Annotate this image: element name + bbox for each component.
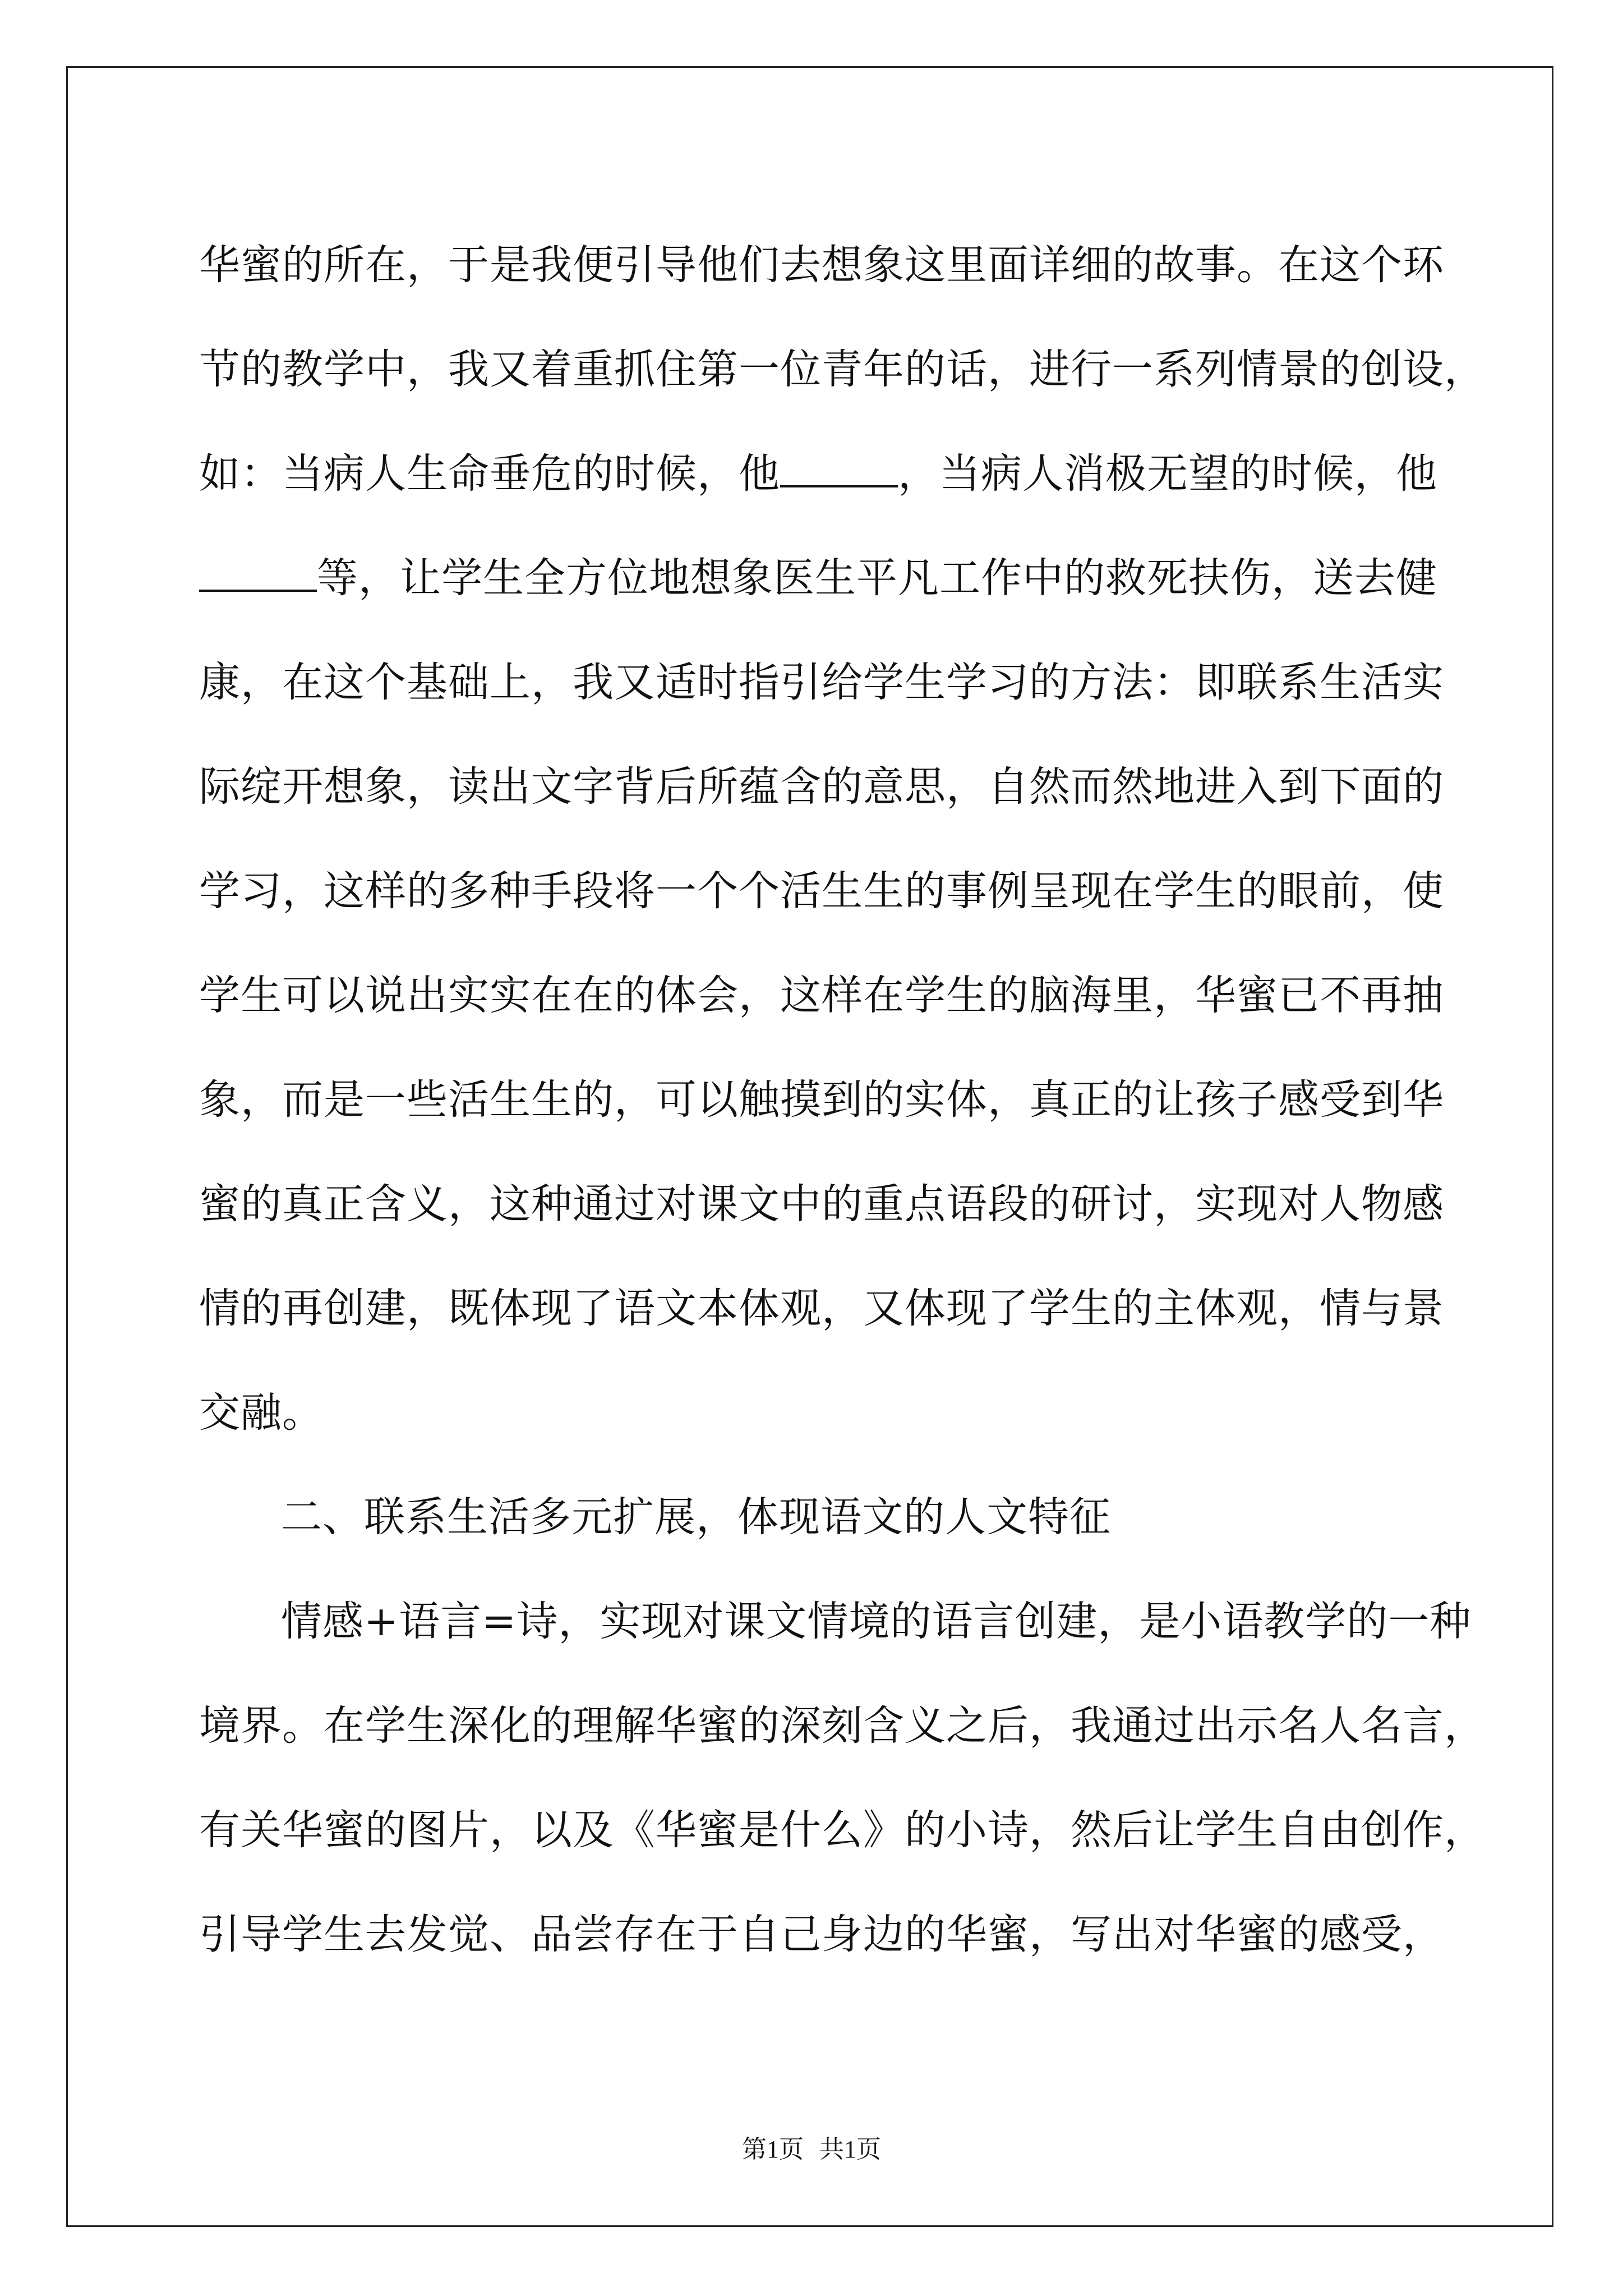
fill-in-blank bbox=[780, 485, 898, 487]
text-line: 象，而是一些活生生的，可以触摸到的实体，真正的让孩子感受到华 bbox=[199, 1076, 1444, 1124]
text-line bbox=[199, 422, 1437, 526]
text-segment: 如：当病人生命垂危的时候，他 bbox=[199, 450, 780, 498]
text-line: 节的教学中，我又着重抓住第一位青年的话，进行一系列情景的创设， bbox=[199, 346, 1486, 393]
text-line: 蜜的真正含义，这种通过对课文中的重点语段的研讨，实现对人物感 bbox=[199, 1180, 1444, 1228]
text-line: 华蜜的所在，于是我便引导他们去想象这里面详细的故事。在这个环 bbox=[199, 241, 1444, 289]
page-number-current: 第1页 bbox=[742, 2136, 804, 2163]
page-footer bbox=[0, 2129, 1623, 2165]
text-line: 引导学生去发觉、品尝存在于自己身边的华蜜，写出对华蜜的感受， bbox=[199, 1911, 1444, 1958]
text-line: 情感+语言=诗，实现对课文情境的语言创建，是小语教学的一种 bbox=[281, 1598, 1472, 1645]
page-number-total: 共1页 bbox=[819, 2136, 881, 2163]
text-line: 学生可以说出实实在在的体会，这样在学生的脑海里，华蜜已不再抽 bbox=[199, 972, 1444, 1019]
text-segment: ，当病人消极无望的时候，他 bbox=[898, 450, 1437, 498]
text-line: 交融。 bbox=[199, 1389, 324, 1437]
text-line: 有关华蜜的图片，以及《华蜜是什么》的小诗，然后让学生自由创作， bbox=[199, 1806, 1486, 1854]
text-line: 际绽开想象，读出文字背后所蕴含的意思，自然而然地进入到下面的 bbox=[199, 763, 1444, 811]
text-line: 学习，这样的多种手段将一个个活生生的事例呈现在学生的眼前，使 bbox=[199, 867, 1444, 915]
text-line: 康，在这个基础上，我又适时指引给学生学习的方法：即联系生活实 bbox=[199, 659, 1444, 706]
text-line: 情的再创建，既体现了语文本体观，又体现了学生的主体观，情与景 bbox=[199, 1285, 1444, 1332]
text-segment: 等，让学生全方位地想象医生平凡工作中的救死扶伤，送去健 bbox=[317, 554, 1437, 602]
text-line: 境界。在学生深化的理解华蜜的深刻含义之后，我通过出示名人名言， bbox=[199, 1702, 1486, 1750]
text-line bbox=[199, 526, 1437, 631]
section-heading: 二、联系生活多元扩展，体现语文的人文特征 bbox=[281, 1493, 1111, 1541]
fill-in-blank bbox=[199, 589, 317, 592]
document-body bbox=[199, 213, 1486, 1987]
